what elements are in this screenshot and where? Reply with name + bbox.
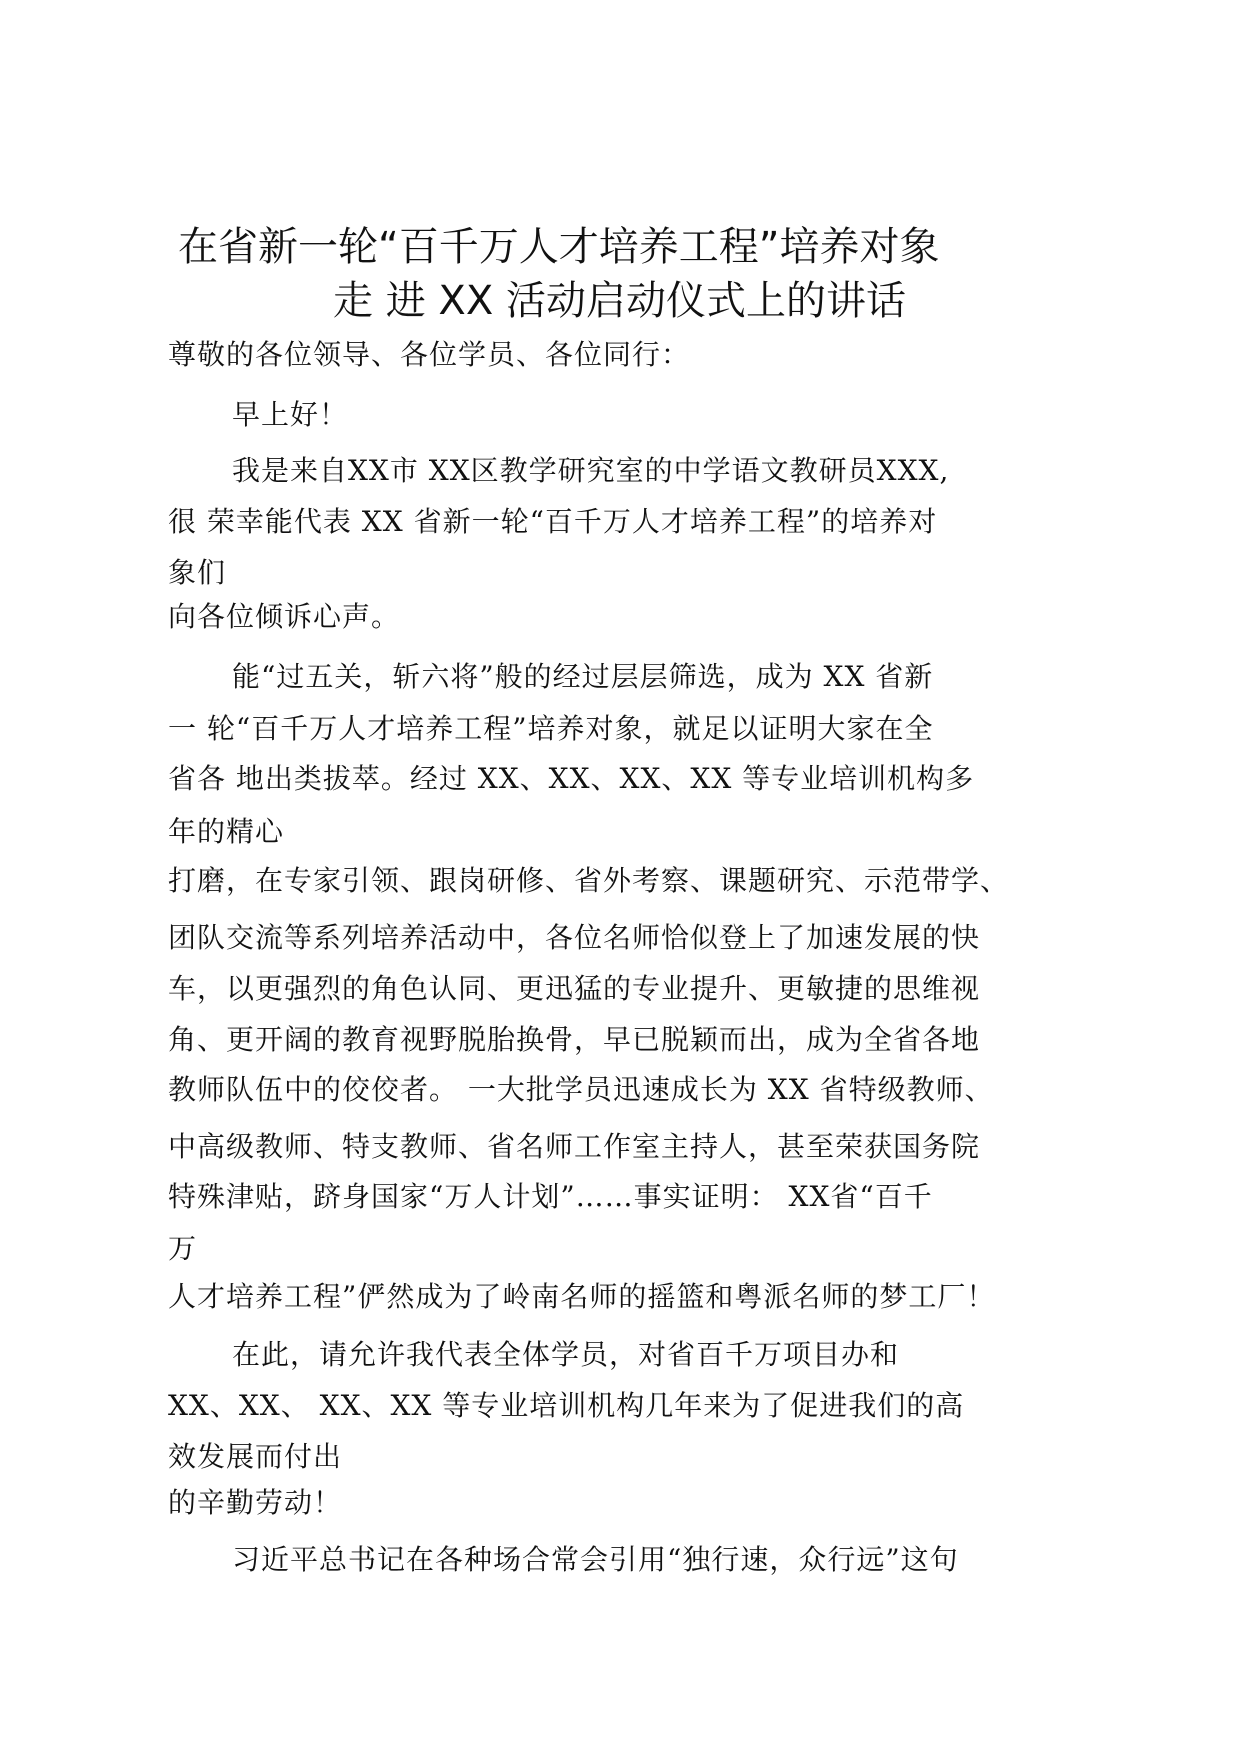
text-line: 在此，请允许我代表全体学员，对省百千万项目办和 (232, 1338, 900, 1371)
text-line: 团队交流等系列培养活动中，各位名师恰似登上了加速发展的快 (168, 921, 981, 954)
text-line: 年的精心 (168, 815, 285, 848)
document-title-line-1: 在省新一轮“百千万人才培养工程”培养对象 (178, 224, 940, 270)
text-line: XX、XX、 XX、XX 等专业培训机构几年来为了促进我们的高 (168, 1389, 965, 1422)
text-line: 向各位倾诉心声。 (168, 600, 401, 633)
text-line: 万 (168, 1232, 198, 1265)
text-line: 教师队伍中的佼佼者。 一大批学员迅速成长为 XX 省特级教师、 (168, 1073, 994, 1106)
text-line: 人才培养工程”俨然成为了岭南名师的摇篮和粤派名师的梦工厂！ (168, 1280, 996, 1313)
text-line: 车，以更强烈的角色认同、更迅猛的专业提升、更敏捷的思维视 (168, 972, 981, 1005)
document-title-line-2: 走 进 XX 活动启动仪式上的讲话 (333, 278, 906, 324)
text-line: 早上好！ (232, 398, 349, 431)
text-line: 省各 地出类拔萃。经过 XX、XX、XX、XX 等专业培训机构多 (168, 762, 975, 795)
text-line: 效发展而付出 (168, 1440, 343, 1473)
text-line: 习近平总书记在各种场合常会引用“独行速，众行远”这句 (232, 1543, 959, 1576)
text-line: 一 轮“百千万人才培养工程”培养对象，就足以证明大家在全 (168, 712, 934, 745)
text-line: 中高级教师、特支教师、省名师工作室主持人，甚至荣获国务院 (168, 1130, 981, 1163)
text-line: 我是来自XX市 XX区教学研究室的中学语文教研员XXX, (232, 454, 950, 487)
text-line: 打磨，在专家引领、跟岗研修、省外考察、课题研究、示范带学、 (168, 864, 1010, 897)
text-line: 能“过五关，斩六将”般的经过层层筛选，成为 XX 省新 (232, 660, 934, 693)
text-line: 尊敬的各位领导、各位学员、各位同行： (168, 338, 691, 371)
text-line: 角、更开阔的教育视野脱胎换骨，早已脱颖而出，成为全省各地 (168, 1023, 981, 1056)
text-line: 特殊津贴，跻身国家“万人计划”……事实证明： XX省“百千 (168, 1180, 933, 1213)
text-line: 很 荣幸能代表 XX 省新一轮“百千万人才培养工程”的培养对 (168, 505, 938, 538)
text-line: 象们 (168, 556, 227, 589)
text-line: 的辛勤劳动！ (168, 1486, 343, 1519)
